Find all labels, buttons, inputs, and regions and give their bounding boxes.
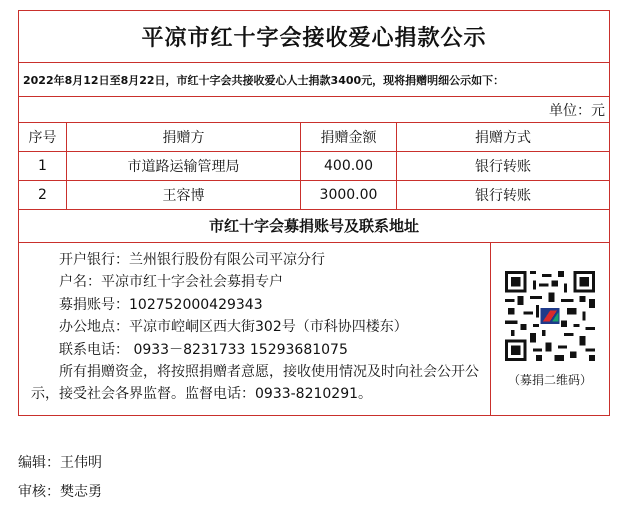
col-header-method: 捐赠方式 <box>475 130 531 146</box>
col-header-donor: 捐赠方 <box>67 123 301 151</box>
row-method: 银行转账 <box>475 159 531 175</box>
table-row <box>19 152 609 181</box>
row-no: 1 <box>19 152 67 180</box>
account-info <box>19 243 491 415</box>
account-section-heading: 市红十字会募捐账号及联系地址 <box>19 209 609 243</box>
col-header-amount: 捐赠金额 <box>301 123 397 151</box>
account-number-line: 募捐账号：102752000429343 <box>59 296 263 313</box>
row-no: 2 <box>19 181 67 209</box>
bank-line: 开户银行：兰州银行股份有限公司平凉分行 <box>59 252 325 268</box>
qr-code-area <box>491 243 609 415</box>
phone-line: 联系电话： 0933－8231733 15293681075 <box>59 341 348 358</box>
notice-intro: 2022年8月12日至8月22日，市红十字会共接收爱心人士捐款3400元，现将捐赠明细公示如下： <box>19 63 609 97</box>
editor-credit: 编辑：王伟明 <box>18 455 102 471</box>
table-row <box>19 181 609 210</box>
donation-notice-sheet <box>18 10 610 416</box>
qr-caption: （募捐二维码） <box>507 372 592 387</box>
row-method: 银行转账 <box>475 188 531 204</box>
row-amount: 400.00 <box>301 152 397 180</box>
table-header-row <box>19 123 609 152</box>
reviewer-credit: 审核：樊志勇 <box>18 484 102 500</box>
notice-title: 平凉市红十字会接收爱心捐款公示 <box>19 11 609 63</box>
address-line: 办公地点：平凉市崆峒区西大街302号（市科协四楼东） <box>59 319 408 336</box>
account-name-line: 户名：平凉市红十字会社会募捐专户 <box>59 274 283 291</box>
supervision-notice: 所有捐赠资金，将按照捐赠者意愿，接收使用情况及时向社会公开公示，接受社会各界监督。监督电话：0933-8210291。 <box>31 364 479 403</box>
row-donor: 市道路运输管理局 <box>67 152 301 180</box>
row-amount: 3000.00 <box>301 181 397 209</box>
unit-label: 单位：元 <box>19 97 609 123</box>
row-donor: 王容博 <box>67 181 301 209</box>
qr-code-icon <box>505 271 595 361</box>
col-header-no: 序号 <box>19 123 67 151</box>
